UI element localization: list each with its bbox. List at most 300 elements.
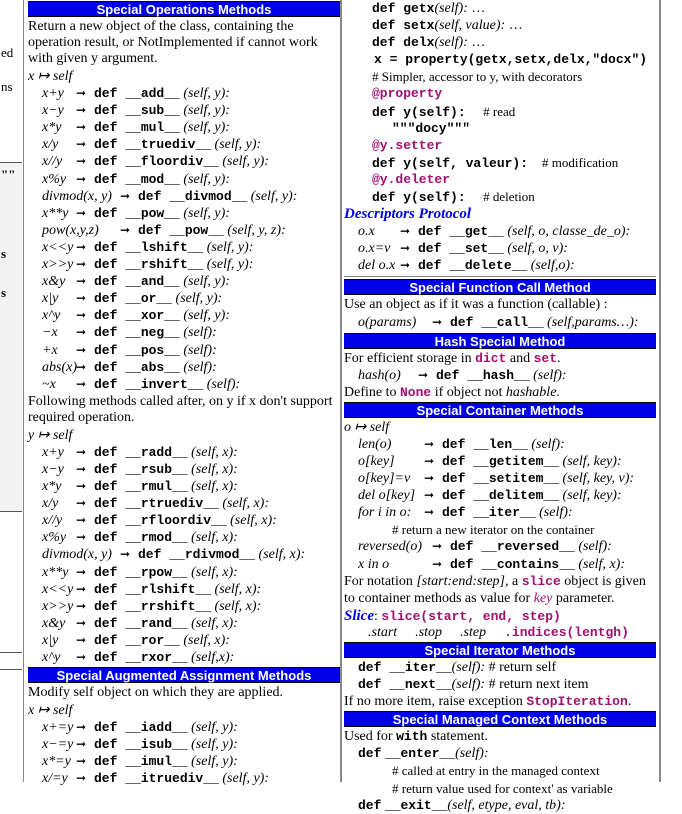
method-name: __delete__ — [449, 258, 528, 274]
method-name: delx — [403, 35, 435, 51]
def-keyword: def — [450, 315, 482, 331]
container-header: Special Container Methods — [344, 402, 656, 418]
operator-expression: pow(x,y,z) — [42, 222, 99, 238]
arrow-icon: ➞ — [76, 325, 87, 340]
method-name: __delitem__ — [473, 488, 560, 504]
def-keyword: def — [94, 120, 126, 136]
reflected-operation-row — [28, 478, 340, 495]
reflected-binding-line: y ↦ self — [28, 427, 73, 443]
def-keyword: def — [94, 291, 126, 307]
operator-expression: x<<y — [42, 581, 74, 597]
method-name: __sub__ — [125, 103, 180, 119]
def-keyword: def — [94, 171, 126, 187]
slice-definition: Slice: slice(start, end, step) — [344, 607, 561, 624]
ellipsis: … — [508, 18, 523, 34]
reflected-operation-row — [28, 461, 340, 478]
def-keyword: def — [94, 615, 126, 631]
method-signature — [138, 546, 305, 563]
def-keyword: def — [94, 598, 126, 614]
ellipsis: … — [471, 1, 486, 16]
def-keyword: def — [436, 367, 468, 383]
left-fragment-text: s — [1, 285, 7, 300]
method-name: __set__ — [449, 241, 504, 257]
arrow-icon: ➞ — [76, 359, 87, 374]
method-args: (self): — [434, 35, 472, 51]
method-signature — [450, 556, 625, 573]
method-name: __rsub__ — [125, 461, 188, 477]
arrow-icon: ➞ — [76, 205, 87, 220]
container-row — [344, 556, 656, 573]
arrow-icon: ➞ — [424, 471, 435, 486]
operator-expression: o(params) — [358, 315, 417, 331]
method-signature — [94, 136, 261, 153]
method-args: (self): — [527, 436, 565, 452]
method-name: __get__ — [449, 224, 504, 240]
method-name: __reversed__ — [481, 539, 575, 555]
method-signature — [94, 376, 240, 393]
operator-expression: x in o — [358, 556, 390, 572]
arrow-icon: ➞ — [76, 171, 87, 186]
method-name: __setitem__ — [473, 471, 560, 487]
augmented-operation-row — [28, 736, 340, 753]
descriptor-rows — [344, 223, 656, 274]
method-name: __pow__ — [169, 222, 224, 238]
method-name: __radd__ — [125, 444, 188, 460]
descriptors-title: Descriptors Protocol — [344, 206, 472, 223]
operator-expression: +x — [42, 342, 58, 358]
operator-expression: x/=y — [42, 771, 68, 787]
method-args: (self, y): — [187, 754, 238, 770]
def-keyword: def — [94, 359, 126, 375]
operator-expression: x|y — [42, 632, 59, 648]
property-decorator: @property — [372, 86, 443, 102]
def-keyword: def — [442, 505, 474, 521]
def-keyword: def — [94, 257, 126, 273]
method-args: (self, key): — [559, 453, 622, 469]
descriptor-row — [344, 257, 656, 274]
def-keyword: def — [94, 650, 126, 665]
method-args: (self, y, z): — [223, 222, 286, 238]
operator-expression: x^y — [42, 308, 61, 324]
def-keyword: def — [94, 274, 126, 290]
operator-expression: x/y — [42, 137, 59, 153]
operation-row — [28, 290, 340, 307]
binding-line: x ↦ self — [28, 69, 73, 84]
hash-row-line — [344, 367, 656, 384]
operator-expression: x**y — [42, 564, 69, 580]
method-signature — [442, 504, 573, 521]
def-keyword: def — [358, 660, 390, 675]
property-line: x = property(getx,setx,delx,"docx") — [374, 52, 648, 68]
method-args: (self): — [535, 505, 573, 521]
method-name: __iter__ — [473, 505, 536, 521]
docstring: """docy""" — [392, 120, 471, 136]
method-args: (self, key, v): — [559, 471, 635, 487]
setter-decorator: @y.setter — [372, 137, 443, 153]
operator-expression: x&y — [42, 274, 66, 290]
operator-expression: x^y — [42, 650, 61, 665]
method-signature — [418, 240, 568, 257]
operator-expression: abs(x) — [42, 359, 77, 375]
operator-expression: x%y — [42, 530, 67, 546]
method-signature — [94, 512, 277, 529]
augmented-operation-row — [28, 719, 340, 736]
operation-row — [28, 102, 340, 119]
method-signature — [94, 290, 222, 307]
arrow-icon: ➞ — [424, 436, 435, 451]
method-args: (self, y): — [247, 188, 298, 204]
operator-expression: x−y — [42, 103, 64, 119]
operator-expression: len(o) — [358, 436, 392, 452]
def-keyword: def — [94, 239, 126, 255]
arrow-icon: ➞ — [76, 564, 87, 579]
method-args: (self): — [179, 342, 217, 358]
method-args: (self, y): — [179, 171, 230, 187]
method-signature — [442, 453, 622, 470]
method-args: (self): — [434, 1, 472, 16]
augmented-operation-row — [28, 753, 340, 770]
method-signature — [94, 342, 217, 359]
method-signature — [418, 223, 630, 240]
method-args: (self, y): — [179, 86, 230, 102]
call-row — [344, 314, 656, 331]
method-signature — [94, 359, 217, 376]
context-intro: Used for with statement. — [344, 729, 488, 745]
def-keyword: def — [450, 556, 482, 572]
method-signature — [94, 444, 238, 461]
operation-row — [28, 205, 340, 222]
left-fragment-text: ns — [1, 79, 13, 94]
arrow-icon: ➞ — [76, 257, 87, 272]
method-args: (self): — [179, 325, 217, 341]
method-signature — [94, 478, 238, 495]
operation-row — [28, 119, 340, 136]
method-args: (self, y): — [203, 257, 254, 273]
def-keyword: def — [442, 436, 474, 452]
method-name: __rxor__ — [125, 650, 188, 665]
arrow-icon: ➞ — [76, 615, 87, 630]
arrow-icon: ➞ — [432, 315, 443, 330]
method-args: (self, x): — [211, 598, 262, 614]
left-fragment-text: s — [1, 246, 7, 261]
arrow-icon: ➞ — [76, 598, 87, 613]
method-signature — [94, 153, 269, 170]
special-operations-column — [28, 0, 340, 787]
arrow-icon: ➞ — [76, 632, 87, 647]
arrow-icon: ➞ — [432, 556, 443, 571]
method-name: __or__ — [125, 291, 173, 307]
container-row — [344, 538, 656, 555]
left-fragment-divider — [0, 652, 22, 670]
def-keyword: def — [418, 241, 450, 257]
method-name: __imul__ — [125, 754, 188, 770]
method-args: (self, y): — [218, 154, 269, 170]
operator-expression: x//y — [42, 154, 63, 170]
operator-expression: x|y — [42, 291, 59, 307]
method-signature — [94, 770, 269, 787]
method-signature — [94, 753, 238, 770]
arrow-icon: ➞ — [76, 771, 87, 786]
def-keyword: def — [372, 1, 404, 16]
method-name: __neg__ — [125, 325, 180, 341]
operator-expression: x*=y — [42, 754, 71, 770]
method-name: __mul__ — [125, 120, 180, 136]
arrow-icon: ➞ — [76, 650, 87, 664]
method-args: (self): — [451, 660, 486, 675]
method-name: __abs__ — [125, 359, 180, 375]
augmented-assignment-header: Special Augmented Assignment Methods — [28, 667, 340, 683]
method-name: __pow__ — [125, 205, 180, 221]
left-fragment-text: "" — [1, 167, 16, 182]
arrow-icon: ➞ — [76, 86, 87, 101]
arrow-icon: ➞ — [76, 496, 87, 511]
method-args: (self, x): — [218, 496, 269, 512]
setter-def: def y(self, valeur): # modification — [372, 154, 619, 171]
arrow-icon: ➞ — [418, 367, 429, 382]
method-args: (self, x): — [211, 581, 262, 597]
def-keyword: def — [94, 444, 126, 460]
method-name: __truediv__ — [125, 137, 212, 153]
arrow-icon: ➞ — [76, 239, 87, 254]
operator-expression: reversed(o) — [358, 539, 423, 555]
operator-expression: o[key] — [358, 453, 395, 469]
arrow-icon: ➞ — [432, 539, 443, 554]
getter-def: def y(self): # read — [372, 103, 516, 120]
operator-expression: hash(o) — [358, 367, 401, 383]
method-args: (self, y): — [179, 274, 230, 290]
method-args: (self,x): — [187, 650, 235, 665]
operation-row — [28, 342, 340, 359]
operation-row — [28, 307, 340, 324]
operator-expression: o[key]=v — [358, 471, 411, 487]
operation-row — [28, 324, 340, 341]
operator-expression: x+=y — [42, 720, 74, 736]
method-args: (self, x): — [574, 556, 625, 572]
operation-row — [28, 256, 340, 273]
operator-expression: x>>y — [42, 257, 74, 273]
arrow-icon: ➞ — [120, 222, 131, 237]
operator-expression: divmod(x, y) — [42, 547, 112, 563]
method-signature — [94, 719, 238, 736]
column-separator — [659, 0, 661, 782]
container-row — [344, 436, 656, 453]
def-keyword: def — [94, 564, 126, 580]
descriptor-row — [344, 223, 656, 240]
method-signature — [94, 529, 238, 546]
def-keyword: def — [94, 754, 126, 770]
def-keyword: def — [94, 581, 126, 597]
method-signature — [94, 273, 230, 290]
def-keyword: def — [442, 453, 474, 469]
method-name: __divmod__ — [169, 188, 248, 204]
container-row — [344, 453, 656, 470]
method-args: (self, x): — [226, 513, 277, 529]
method-signature — [450, 314, 639, 331]
operator-expression: x<<y — [42, 239, 74, 255]
reflected-operation-row — [28, 546, 340, 563]
def-keyword: def — [94, 103, 126, 119]
operator-expression: x>>y — [42, 598, 74, 614]
method-signature — [94, 564, 238, 581]
iterator-rows — [344, 659, 656, 693]
method-name: __add__ — [125, 86, 180, 102]
exit-def: def __exit__(self, etype, eval, tb): — [358, 797, 566, 813]
arrow-icon: ➞ — [76, 581, 87, 596]
def-keyword: def — [94, 342, 126, 358]
method-args: (self, y): — [179, 103, 230, 119]
arrow-icon: ➞ — [76, 274, 87, 289]
container-row — [344, 470, 656, 487]
operator-expression: x//y — [42, 513, 63, 529]
operations-list — [28, 85, 340, 393]
def-keyword: def — [94, 632, 126, 648]
arrow-icon: ➞ — [76, 103, 87, 118]
descriptors-containers-column — [344, 0, 656, 813]
deleter-def: def y(self): # deletion — [372, 189, 535, 206]
method-signature — [94, 736, 238, 753]
arrow-icon: ➞ — [76, 342, 87, 357]
iterator-header: Special Iterator Methods — [344, 642, 656, 658]
iterator-row — [344, 676, 656, 693]
container-rows — [344, 436, 656, 521]
operation-row — [28, 359, 340, 376]
def-keyword: def — [94, 530, 126, 546]
def-keyword: def — [94, 771, 126, 787]
container-row — [344, 504, 656, 521]
operator-expression: x−y — [42, 461, 64, 477]
method-args: (self): — [574, 539, 612, 555]
operator-expression: x**y — [42, 205, 69, 221]
method-signature — [94, 85, 230, 102]
operator-expression: x/y — [42, 496, 59, 512]
method-args: (self, x): — [255, 547, 306, 563]
hash-row — [344, 367, 656, 384]
method-signature — [138, 188, 297, 205]
operator-expression: x*y — [42, 479, 62, 495]
operator-expression: x+y — [42, 444, 64, 460]
arrow-icon: ➞ — [76, 120, 87, 135]
operator-expression: for i in o: — [358, 505, 412, 521]
operator-expression: divmod(x, y) — [42, 188, 112, 204]
arrow-icon: ➞ — [424, 453, 435, 468]
def-keyword: def — [372, 35, 404, 51]
reflected-operation-row — [28, 598, 340, 615]
ellipsis: … — [471, 35, 486, 51]
method-name: __rtruediv__ — [125, 496, 219, 512]
method-name: __rlshift__ — [125, 581, 212, 597]
method-name: __rmod__ — [125, 530, 188, 546]
method-args: (self, o, v): — [503, 241, 568, 257]
method-args: (self, x): — [187, 461, 238, 477]
method-signature — [94, 239, 253, 256]
call-row-line — [344, 314, 656, 331]
operation-row — [28, 136, 340, 153]
method-signature — [94, 102, 230, 119]
operator-expression: x−=y — [42, 737, 74, 753]
special-operations-intro: Return a new object of the class, containing the operation result, or NotImplemented if cannot work with given y argument. — [28, 19, 318, 66]
method-name: __floordiv__ — [125, 154, 219, 170]
iterator-comment: # return self — [485, 660, 557, 675]
operator-expression: o.x=v — [358, 241, 391, 257]
method-args: (self, y): — [203, 239, 254, 255]
def-keyword: def — [94, 461, 126, 477]
def-keyword: def — [94, 154, 126, 170]
method-signature — [442, 436, 565, 453]
method-args: (self, y): — [218, 771, 269, 787]
accessor-def — [344, 0, 656, 17]
method-args: (self,o): — [527, 258, 575, 274]
operator-expression: del o.x — [358, 258, 396, 274]
method-name: __len__ — [473, 436, 528, 452]
accessor-definitions — [344, 0, 656, 51]
method-name: __rshift__ — [125, 257, 204, 273]
operator-expression: −x — [42, 325, 58, 341]
method-args: (self): — [451, 677, 486, 693]
method-name: __rpow__ — [125, 564, 188, 580]
method-args: (self, y): — [187, 720, 238, 736]
method-args: (self, x): — [187, 615, 238, 631]
container-row — [344, 487, 656, 504]
method-args: (self, x): — [187, 530, 238, 546]
augmented-intro: Modify self object on which they are applied. — [28, 685, 284, 701]
arrow-icon: ➞ — [76, 461, 87, 476]
def-keyword: def — [372, 18, 404, 34]
column-separator — [340, 0, 342, 782]
def-keyword: def — [94, 137, 126, 153]
arrow-icon: ➞ — [76, 737, 87, 752]
method-name: __xor__ — [125, 308, 180, 324]
arrow-icon: ➞ — [76, 444, 87, 459]
def-keyword: def — [94, 376, 126, 392]
special-operations-header: Special Operations Methods — [28, 1, 340, 17]
method-args: (self, y): — [179, 205, 230, 221]
method-signature — [442, 487, 622, 504]
operator-expression: o.x — [358, 224, 375, 240]
method-name: __contains__ — [481, 556, 575, 572]
method-signature — [138, 222, 286, 239]
def-keyword: def — [138, 222, 170, 238]
method-signature — [450, 538, 612, 555]
def-keyword: def — [442, 488, 474, 504]
method-args: (self, y): — [187, 737, 238, 753]
accessor-def — [344, 34, 656, 51]
method-name: __call__ — [481, 315, 544, 331]
method-name: __rrshift__ — [125, 598, 212, 614]
arrow-icon: ➞ — [424, 488, 435, 503]
def-keyword: def — [418, 258, 450, 274]
method-signature — [94, 324, 217, 341]
def-keyword: def — [94, 308, 126, 324]
def-keyword: def — [138, 547, 170, 563]
method-signature — [94, 632, 230, 649]
operator-expression: ~x — [42, 376, 56, 392]
method-name: __and__ — [125, 274, 180, 290]
hash-text-1: For efficient storage in dict and set. — [344, 350, 561, 366]
container-binding-line: o ↦ self — [344, 419, 390, 435]
method-name: __iter__ — [389, 660, 452, 675]
method-signature — [442, 470, 634, 487]
iter-comment: # return a new iterator on the container — [392, 522, 595, 538]
left-fragment-text: ed — [1, 45, 14, 60]
container-rows-2 — [344, 538, 656, 572]
arrow-icon: ➞ — [76, 376, 87, 391]
left-column-fragment — [0, 0, 24, 782]
def-keyword: def — [94, 479, 126, 495]
enter-comment-2: # return value used for context' as variable — [392, 780, 613, 796]
method-name: setx — [403, 18, 435, 34]
reflected-operation-row — [28, 495, 340, 512]
method-name: __isub__ — [125, 737, 188, 753]
